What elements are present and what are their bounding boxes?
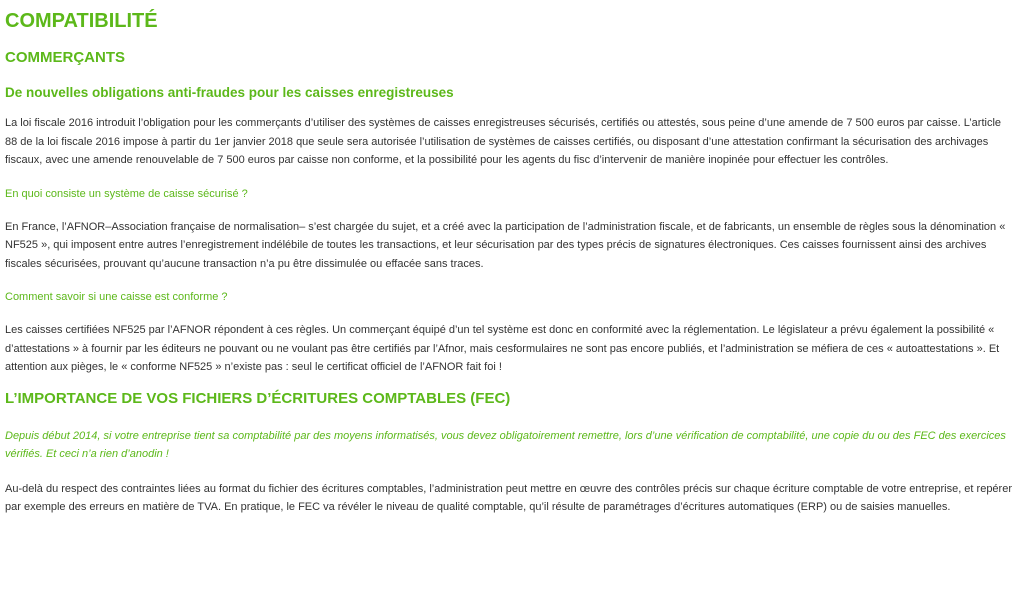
fec-paragraph-1: Au-delà du respect des contraintes liées au format du fichier des écritures comptables, l’administration peut mettre en œuvre des contrôles précis sur chaque écriture comptable de votre entreprise, et repérer par exemple des erreurs en matière de TVA. En pratique, le FEC va révéler le niveau de qualité comptable, qu’il résulte de paramétrages d’écritures automatiques (ERP) ou de saisies manuelles.	[5, 482, 1012, 513]
merchants-paragraph-3: Les caisses certifiées NF525 par l’AFNOR répondent à ces règles. Un commerçant équipé d’un tel système est donc en conformité avec la réglementation. Le législateur a prévu également la possibilité « d’attestations » à fournir par les éditeurs ne pouvant ou ne voulant pas être certifiés par l’Afnor, mais cesformulaires ne sont pas encore publiés, et l’administration se méfiera de ces « autoattestations ». Et attention aux pièges, le « conforme NF525 » n’existe pas : seul le certificat officiel de l’AFNOR fait foi !	[5, 324, 1000, 373]
fec-intro: Depuis début 2014, si votre entreprise tient sa comptabilité par des moyens informatisés, vous devez obligatoirement remettre, lors d’une vérification de comptabilité, une copie du ou des FEC des exercices vérifiés. Et ceci n’a rien d’anodin !	[5, 429, 1006, 460]
merchants-heading: COMMERÇANTS	[5, 49, 125, 66]
secure-register-question: En quoi consiste un système de caisse sécurisé ?	[5, 187, 248, 200]
fec-section	[5, 389, 1014, 517]
merchants-section	[5, 48, 1014, 377]
merchants-paragraph-1: La loi fiscale 2016 introduit l’obligation pour les commerçants d’utiliser des systèmes de caisses enregistreuses sécurisés, certifiés ou attestés, sous peine d’une amende de 7 500 euros par caisse. L’article 88 de la loi fiscale 2016 impose à partir du 1er janvier 2018 que seule sera autorisée l’utilisation de systèmes de caisses certifiés, ou disposant d’une attestation confirmant la sécurisation des archivages fiscaux, avec une amende renouvelable de 7 500 euros par caisse non conforme, et la possibilité pour les agents du fisc d’intervenir de manière inopinée pour effectuer les contrôles.	[5, 117, 1002, 166]
page-title: COMPATIBILITÉ	[5, 10, 158, 32]
anti-fraud-subtitle: De nouvelles obligations anti-fraudes pour les caisses enregistreuses	[5, 85, 454, 100]
merchants-paragraph-2: En France, l’AFNOR–Association française de normalisation– s’est chargée du sujet, et a créé avec la participation de l’administration fiscale, et de fabricants, un ensemble de règles sous la dénomination « NF525 », qui imposent entre autres l’enregistrement indélébile de toutes les transactions, et leur sécurisation par des types précis de signatures électroniques. Ces caisses fournissent ainsi des archives fiscales sécurisées, prouvant qu’aucune transaction n’a pu être dissimulée ou effacée sans traces.	[5, 220, 1006, 270]
fec-heading: L’IMPORTANCE DE VOS FICHIERS D’ÉCRITURES COMPTABLES (FEC)	[5, 389, 511, 407]
compliance-question: Comment savoir si une caisse est conforme ?	[5, 291, 228, 303]
